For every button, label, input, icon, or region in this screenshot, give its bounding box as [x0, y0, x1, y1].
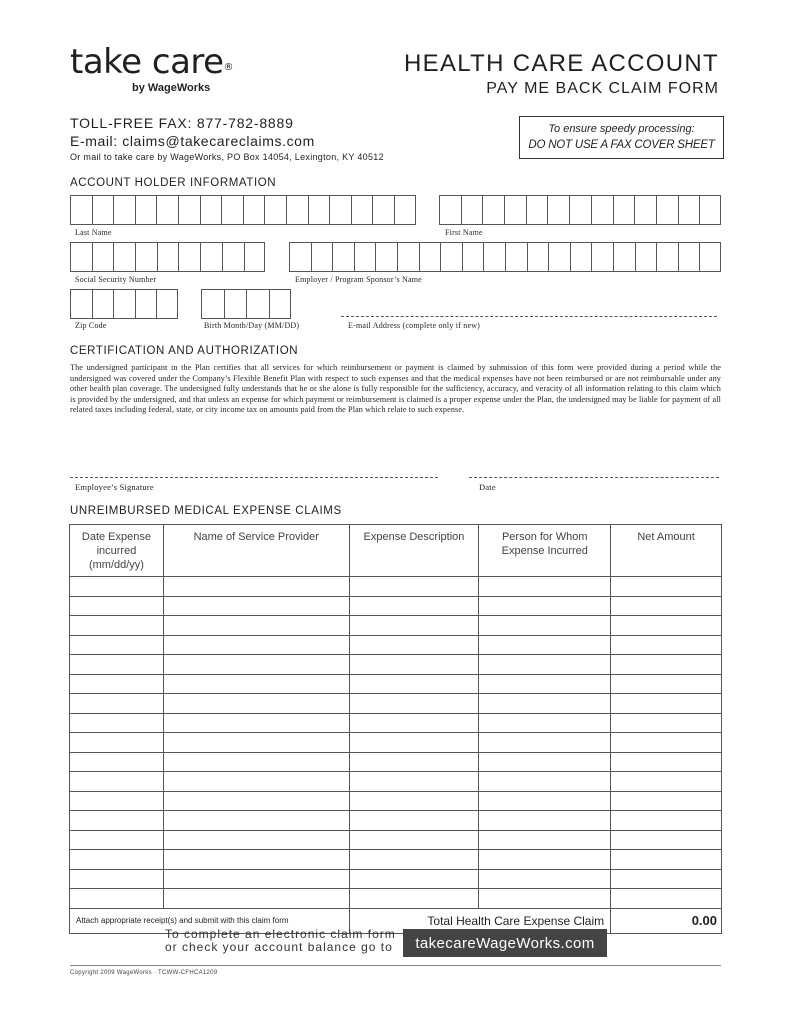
char-box[interactable]: [92, 289, 114, 319]
claim-cell[interactable]: [479, 616, 611, 636]
char-box[interactable]: [440, 242, 462, 272]
claim-row: [70, 850, 722, 870]
claim-cell[interactable]: [349, 577, 479, 597]
char-box[interactable]: [394, 195, 416, 225]
claim-cell[interactable]: [611, 811, 722, 831]
claim-cell[interactable]: [479, 694, 611, 714]
char-box[interactable]: [92, 195, 114, 225]
claim-cell[interactable]: [163, 850, 349, 870]
notice-line1: To ensure speedy processing:: [548, 123, 695, 135]
claim-cell[interactable]: [479, 889, 611, 909]
claim-cell[interactable]: [349, 655, 479, 675]
claim-cell[interactable]: [163, 616, 349, 636]
char-box[interactable]: [569, 195, 591, 225]
claim-row: [70, 889, 722, 909]
zip-field[interactable]: [70, 289, 178, 319]
char-box[interactable]: [70, 289, 92, 319]
birth-field[interactable]: [201, 289, 291, 319]
claim-cell[interactable]: [611, 596, 722, 616]
char-box[interactable]: [656, 242, 678, 272]
claim-cell[interactable]: [70, 889, 164, 909]
claim-cell[interactable]: [611, 869, 722, 889]
first-name-label: First Name: [445, 228, 483, 237]
claim-cell[interactable]: [349, 674, 479, 694]
char-box[interactable]: [329, 195, 351, 225]
claim-cell[interactable]: [611, 791, 722, 811]
claim-cell[interactable]: [479, 752, 611, 772]
char-box[interactable]: [224, 289, 247, 319]
claim-cell[interactable]: [70, 713, 164, 733]
total-label: Total Health Care Expense Claim: [349, 908, 611, 933]
claim-cell[interactable]: [611, 713, 722, 733]
char-box[interactable]: [135, 242, 157, 272]
claim-cell[interactable]: [479, 655, 611, 675]
claim-row: [70, 772, 722, 792]
char-box[interactable]: [243, 195, 265, 225]
claim-cell[interactable]: [611, 830, 722, 850]
claim-cell[interactable]: [70, 791, 164, 811]
col-date: Date Expense incurred (mm/dd/yy): [70, 525, 164, 577]
claim-cell[interactable]: [479, 596, 611, 616]
char-box[interactable]: [461, 195, 483, 225]
char-box[interactable]: [375, 242, 397, 272]
char-box[interactable]: [678, 195, 700, 225]
char-box[interactable]: [269, 289, 292, 319]
email-label: E-mail Address (complete only if new): [348, 321, 481, 330]
claim-cell[interactable]: [349, 791, 479, 811]
claim-cell[interactable]: [70, 577, 164, 597]
claim-cell[interactable]: [479, 713, 611, 733]
char-box[interactable]: [92, 242, 114, 272]
char-box[interactable]: [591, 242, 613, 272]
char-box[interactable]: [70, 242, 92, 272]
claim-row: [70, 713, 722, 733]
claim-cell[interactable]: [479, 733, 611, 753]
col-person: Person for Whom Expense Incurred: [479, 525, 611, 577]
claim-cell[interactable]: [479, 869, 611, 889]
claim-cell[interactable]: [163, 869, 349, 889]
website-link[interactable]: takecareWageWorks.com: [403, 929, 607, 957]
char-box[interactable]: [246, 289, 269, 319]
zip-label: Zip Code: [75, 321, 107, 330]
char-box[interactable]: [200, 242, 222, 272]
claim-cell[interactable]: [349, 694, 479, 714]
claim-row: [70, 635, 722, 655]
char-box[interactable]: [351, 195, 373, 225]
char-box[interactable]: [264, 195, 286, 225]
claim-cell[interactable]: [479, 791, 611, 811]
char-box[interactable]: [286, 195, 308, 225]
char-box[interactable]: [135, 289, 157, 319]
claim-cell[interactable]: [70, 733, 164, 753]
claim-cell[interactable]: [349, 811, 479, 831]
total-value[interactable]: 0.00: [611, 908, 722, 933]
birth-label: Birth Month/Day (MM/DD): [204, 321, 300, 330]
char-box[interactable]: [332, 242, 354, 272]
char-box[interactable]: [113, 289, 135, 319]
claim-cell[interactable]: [70, 772, 164, 792]
char-box[interactable]: [678, 242, 700, 272]
char-box[interactable]: [156, 195, 178, 225]
char-box[interactable]: [548, 242, 570, 272]
char-box[interactable]: [505, 242, 527, 272]
certification-title: CERTIFICATION AND AUTHORIZATION: [70, 345, 299, 357]
claim-cell[interactable]: [70, 850, 164, 870]
claim-cell[interactable]: [479, 811, 611, 831]
col-provider: Name of Service Provider: [163, 525, 349, 577]
first-name-field[interactable]: [439, 195, 721, 225]
employer-label: Employer / Program Sponsor’s Name: [295, 275, 422, 284]
page-title: HEALTH CARE ACCOUNT: [404, 50, 719, 77]
claim-cell[interactable]: [349, 616, 479, 636]
claim-cell[interactable]: [611, 772, 722, 792]
claim-cell[interactable]: [163, 674, 349, 694]
char-box[interactable]: [244, 242, 266, 272]
claim-cell[interactable]: [70, 752, 164, 772]
claim-row: [70, 752, 722, 772]
claim-cell[interactable]: [70, 869, 164, 889]
claim-cell[interactable]: [163, 635, 349, 655]
claim-cell[interactable]: [349, 713, 479, 733]
char-box[interactable]: [222, 242, 244, 272]
registered-mark: ®: [223, 62, 234, 73]
certification-text: The undersigned participant in the Plan certifies that all services for which reimbursement or payment is claimed by submission of this form were provided during a period while the undersigned was covered under the Company’s Flexible Benefit Plan with respect to such expenses and that the medical expenses have not been reimbursed or are not reimbursable under any other health plan coverage. The undersigned fully understands that he or she alone is fully responsible for the sufficiency, accuracy, and veracity of all information relating to this claim which is provided by the undersigned, and that unless an expense for which payment or reimbursement is claimed is a proper expense under the Plan, the undersigned may be liable for payment of all related taxes including federal, state, or city income tax on amounts paid from the Plan which relate to such expense.: [70, 363, 721, 415]
char-box[interactable]: [613, 242, 635, 272]
claim-row: [70, 577, 722, 597]
claim-cell[interactable]: [70, 674, 164, 694]
char-box[interactable]: [699, 242, 721, 272]
char-box[interactable]: [178, 242, 200, 272]
char-box[interactable]: [527, 242, 549, 272]
char-box[interactable]: [372, 195, 394, 225]
last-name-field[interactable]: [70, 195, 416, 225]
signature-line[interactable]: [70, 477, 438, 478]
char-box[interactable]: [221, 195, 243, 225]
char-box[interactable]: [308, 195, 330, 225]
signature-label: Employee’s Signature: [75, 482, 154, 492]
char-box[interactable]: [289, 242, 311, 272]
claim-cell[interactable]: [611, 733, 722, 753]
char-box[interactable]: [635, 242, 657, 272]
brand-name: take care: [70, 42, 224, 82]
claim-cell[interactable]: [349, 850, 479, 870]
claim-cell[interactable]: [611, 635, 722, 655]
char-box[interactable]: [200, 195, 222, 225]
claim-row: [70, 616, 722, 636]
claim-cell[interactable]: [479, 850, 611, 870]
claim-cell[interactable]: [163, 811, 349, 831]
claim-row: [70, 596, 722, 616]
char-box[interactable]: [526, 195, 548, 225]
char-box[interactable]: [156, 289, 178, 319]
char-box[interactable]: [113, 195, 135, 225]
claim-cell[interactable]: [163, 694, 349, 714]
claim-cell[interactable]: [611, 694, 722, 714]
claim-row: [70, 869, 722, 889]
claim-cell[interactable]: [479, 577, 611, 597]
char-box[interactable]: [613, 195, 635, 225]
char-box[interactable]: [504, 195, 526, 225]
claim-cell[interactable]: [479, 830, 611, 850]
claim-row: [70, 811, 722, 831]
notice-line2: DO NOT USE A FAX COVER SHEET: [528, 139, 715, 151]
char-box[interactable]: [699, 195, 721, 225]
ssn-label: Social Security Number: [75, 275, 157, 284]
char-box[interactable]: [354, 242, 376, 272]
claims-title: UNREIMBURSED MEDICAL EXPENSE CLAIMS: [70, 505, 342, 517]
char-box[interactable]: [462, 242, 484, 272]
claim-cell[interactable]: [70, 694, 164, 714]
claim-row: [70, 694, 722, 714]
claim-cell[interactable]: [611, 616, 722, 636]
claim-cell[interactable]: [163, 713, 349, 733]
claim-cell[interactable]: [163, 830, 349, 850]
char-box[interactable]: [483, 242, 505, 272]
date-label: Date: [479, 482, 496, 492]
claim-cell[interactable]: [70, 655, 164, 675]
mail-address: Or mail to take care by WageWorks, PO Box 14054, Lexington, KY 40512: [70, 152, 384, 162]
date-line[interactable]: [469, 477, 719, 478]
claim-cell[interactable]: [163, 655, 349, 675]
claim-row: [70, 733, 722, 753]
brand-sub: by WageWorks: [132, 82, 211, 94]
claim-cell[interactable]: [611, 655, 722, 675]
claim-cell[interactable]: [611, 674, 722, 694]
char-box[interactable]: [397, 242, 419, 272]
fax-notice-box: [519, 116, 724, 159]
ssn-field[interactable]: [70, 242, 265, 272]
char-box[interactable]: [113, 242, 135, 272]
claim-cell[interactable]: [163, 577, 349, 597]
char-box[interactable]: [482, 195, 504, 225]
claim-cell[interactable]: [349, 752, 479, 772]
copyright: Copyright 2009 WageWorks · TCWW-CFHCA1209: [70, 970, 218, 976]
col-description: Expense Description: [349, 525, 479, 577]
col-amount: Net Amount: [611, 525, 722, 577]
fax-number: TOLL-FREE FAX: 877-782-8889: [70, 115, 294, 131]
email-contact: E-mail: claims@takecareclaims.com: [70, 133, 315, 149]
claim-cell[interactable]: [163, 733, 349, 753]
char-box[interactable]: [656, 195, 678, 225]
claim-cell[interactable]: [349, 869, 479, 889]
char-box[interactable]: [439, 195, 461, 225]
email-line[interactable]: [341, 316, 717, 317]
claim-cell[interactable]: [163, 772, 349, 792]
claim-cell[interactable]: [479, 772, 611, 792]
char-box[interactable]: [570, 242, 592, 272]
claim-cell[interactable]: [163, 596, 349, 616]
claim-cell[interactable]: [349, 772, 479, 792]
claim-cell[interactable]: [611, 752, 722, 772]
claim-cell[interactable]: [611, 889, 722, 909]
char-box[interactable]: [634, 195, 656, 225]
claim-cell[interactable]: [349, 596, 479, 616]
claim-cell[interactable]: [349, 889, 479, 909]
claim-cell[interactable]: [70, 596, 164, 616]
char-box[interactable]: [201, 289, 224, 319]
claim-cell[interactable]: [70, 616, 164, 636]
claim-cell[interactable]: [349, 733, 479, 753]
receipt-note: Attach appropriate receipt(s) and submit with this claim form: [70, 908, 350, 933]
claim-row: [70, 791, 722, 811]
claim-row: [70, 830, 722, 850]
claim-cell[interactable]: [349, 635, 479, 655]
claim-cell[interactable]: [479, 635, 611, 655]
account-section-title: ACCOUNT HOLDER INFORMATION: [70, 177, 277, 189]
claims-header-row: [70, 525, 722, 577]
claim-cell[interactable]: [611, 850, 722, 870]
claim-cell[interactable]: [349, 830, 479, 850]
char-box[interactable]: [311, 242, 333, 272]
claim-row: [70, 674, 722, 694]
char-box[interactable]: [547, 195, 569, 225]
claim-cell[interactable]: [611, 577, 722, 597]
claim-cell[interactable]: [70, 635, 164, 655]
page-subtitle: PAY ME BACK CLAIM FORM: [486, 80, 719, 97]
electronic-note: To complete an electronic claim form or check your account balance go to: [165, 927, 396, 954]
claim-cell[interactable]: [70, 830, 164, 850]
claim-row: [70, 655, 722, 675]
char-box[interactable]: [419, 242, 441, 272]
char-box[interactable]: [157, 242, 179, 272]
claims-table: [69, 524, 722, 934]
char-box[interactable]: [178, 195, 200, 225]
last-name-label: Last Name: [75, 228, 112, 237]
claim-cell[interactable]: [163, 752, 349, 772]
char-box[interactable]: [135, 195, 157, 225]
char-box[interactable]: [70, 195, 92, 225]
claim-cell[interactable]: [70, 811, 164, 831]
take-care-logo: [70, 44, 233, 80]
char-box[interactable]: [591, 195, 613, 225]
claim-cell[interactable]: [163, 889, 349, 909]
footer-divider: [70, 965, 721, 966]
claim-cell[interactable]: [163, 791, 349, 811]
employer-field[interactable]: [289, 242, 721, 272]
claim-cell[interactable]: [479, 674, 611, 694]
